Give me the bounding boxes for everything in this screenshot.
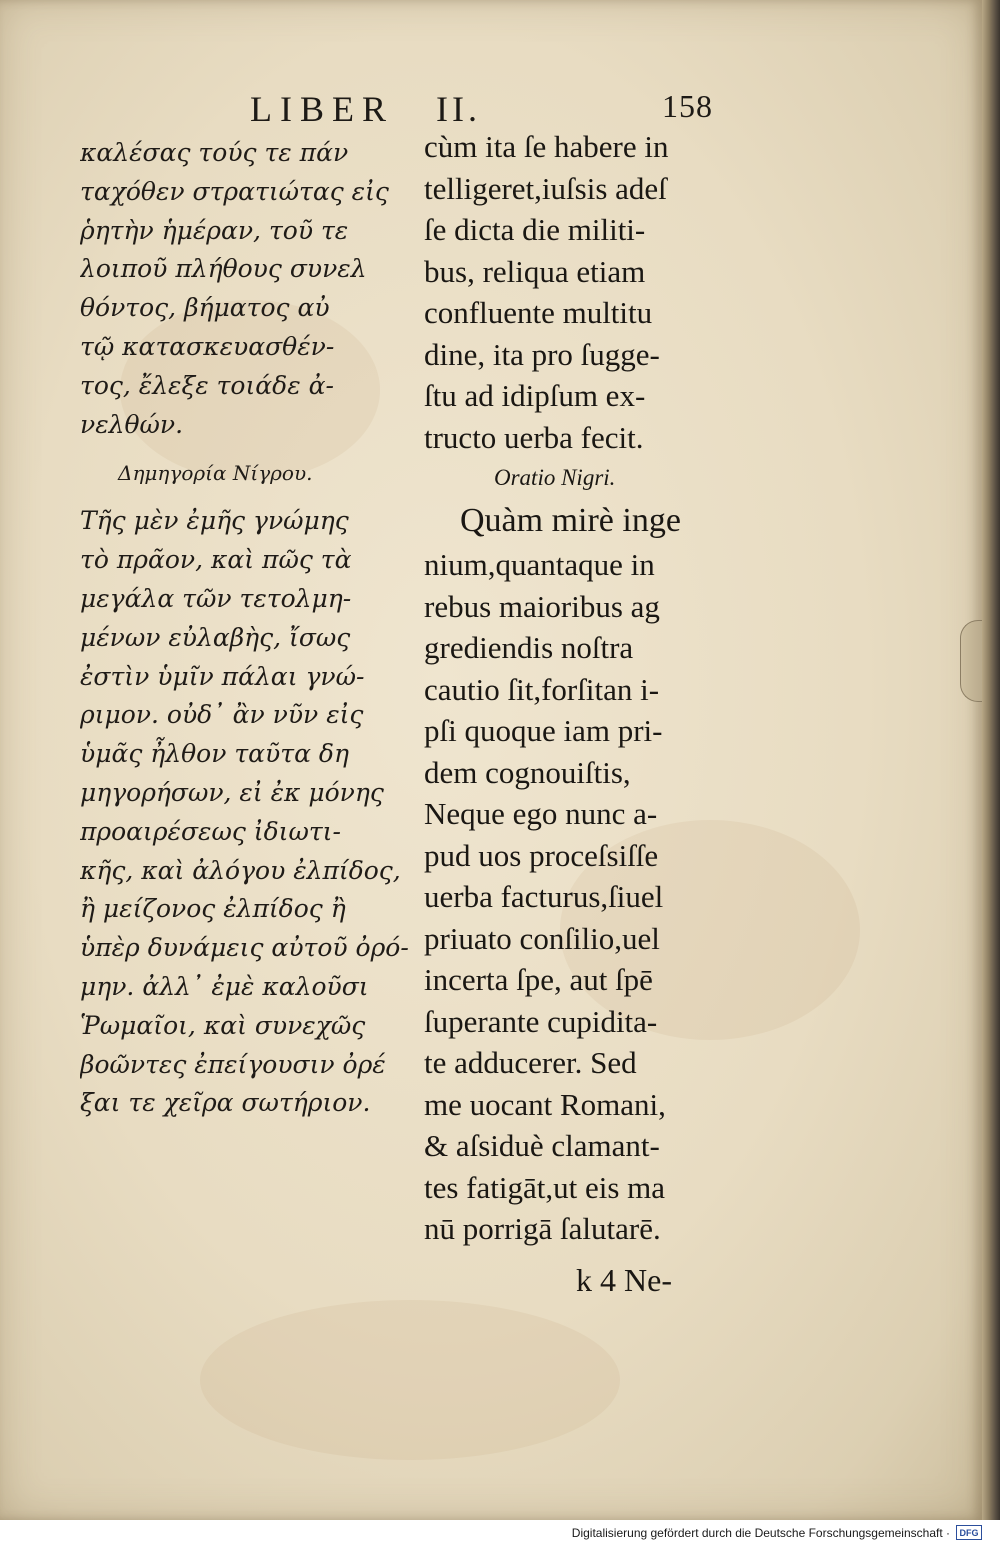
greek-line: ὑπὲρ δυνάμεις αὐτοῦ ὀρό- [80,933,409,963]
greek-line: μένων εὐλαβὴς, ἴσως [80,622,351,652]
greek-line: βοῶντες ἐπείγουσιν ὀρέ [80,1049,386,1079]
latin-line: ſtu ad idipſum ex- [424,378,646,413]
page-number: 158 [662,88,713,124]
greek-line: ἢ μείζονος ἐλπίδος ἢ [80,894,346,924]
greek-line: ὑμᾶς ἦλθον ταῦτα δη [80,739,349,769]
greek-line: μεγάλα τῶν τετολμη- [80,583,352,613]
latin-line: pſi quoque iam pri- [424,713,663,748]
funding-credit: Digitalisierung gefördert durch die Deutsche Forschungsgemeinschaft · [571,1526,950,1540]
greek-line: λοιποῦ πλήθους συνελ [80,254,367,284]
greek-line: ξαι τε χεῖρα σωτήριον. [80,1088,371,1118]
latin-line: confluente multitu [424,295,653,330]
greek-section-heading: Δημηγορία Νίγρου. [118,461,313,486]
dfg-logo-icon: DFG [956,1525,982,1540]
greek-line: τὸ πρᾶον, καὶ πῶς τὰ [80,545,352,575]
latin-text-column [424,126,744,1250]
latin-line: tes fatigāt,ut eis ma [424,1169,666,1205]
greek-line: καλέσας τούς τε πάν [80,138,349,167]
signature-catchword: k 4 Ne- [576,1262,672,1298]
greek-line: ῥητὴν ἡμέραν, τοῦ τε [80,215,349,245]
latin-line: me uocant Romani, [424,1086,666,1122]
latin-line: rebus maioribus ag [424,588,660,624]
greek-line: μηγορήσων, εἰ ἐκ μόνης [80,777,384,807]
greek-line: τος, ἔλεξε τοιάδε ἀ- [80,370,334,400]
book-edge-shadow [982,0,1000,1520]
latin-line: nū porrigā ſalutarē. [424,1211,661,1246]
latin-line: incerta ſpe, aut ſpē [424,962,653,997]
latin-line: telligeret,iuſsis adeſ [424,170,667,206]
greek-line: ριμον. οὐδ᾽ ἂν νῦν εἰς [80,700,364,730]
latin-line: grediendis noſtra [424,630,634,665]
latin-opening-line: Quàm mirè inge [460,502,681,539]
greek-line: κῆς, καὶ ἀλόγου ἐλπίδος, [80,855,401,885]
greek-line: τῷ κατασκευασθέν- [80,331,335,361]
greek-line: θόντος, βήματος αὐ [80,293,330,323]
greek-line: προαιρέσεως ἰδιωτι- [80,816,341,846]
latin-line: dine, ita pro ſugge- [424,336,660,372]
latin-line: dem cognouiſtis, [424,754,631,790]
latin-line: ſuperante cupidita- [424,1003,658,1039]
running-head-title: LIBER [250,89,394,129]
greek-text-column [80,134,410,1123]
greek-line: Ῥωμαῖοι, καὶ συνεχῶς [80,1010,366,1040]
latin-line: Neque ego nunc a- [424,796,658,831]
greek-line: μην. ἀλλ᾽ ἐμὲ καλοῦσι [80,971,369,1001]
latin-line: bus, reliqua etiam [424,253,646,289]
greek-line: νελθών. [80,409,184,439]
running-head-book-number: II. [436,89,481,129]
greek-line: Τῆς μὲν ἐμῆς γνώμης [80,506,349,536]
latin-line: priuato conſilio,uel [424,920,660,956]
latin-line: pud uos proceſsiſſe [424,837,659,873]
latin-section-heading: Oratio Nigri. [494,465,616,490]
latin-line: & aſsiduè clamant- [424,1128,660,1163]
latin-line: nium,quantaque in [424,547,655,582]
paper-stain [200,1300,620,1460]
latin-line: ſe dicta die militi- [424,212,646,247]
digitization-footer [0,1520,1000,1547]
latin-line: tructo uerba fecit. [424,419,644,455]
latin-line: cùm ita ſe habere in [424,129,669,164]
latin-line: cautio ſit,forſitan i- [424,671,660,707]
latin-line: te adducerer. Sed [424,1045,637,1080]
greek-line: ταχόθεν στρατιώτας εἰς [80,176,389,206]
latin-line: uerba facturus,ſiuel [424,879,664,914]
greek-line: ἐστὶν ὑμῖν πάλαι γνώ- [80,661,365,691]
